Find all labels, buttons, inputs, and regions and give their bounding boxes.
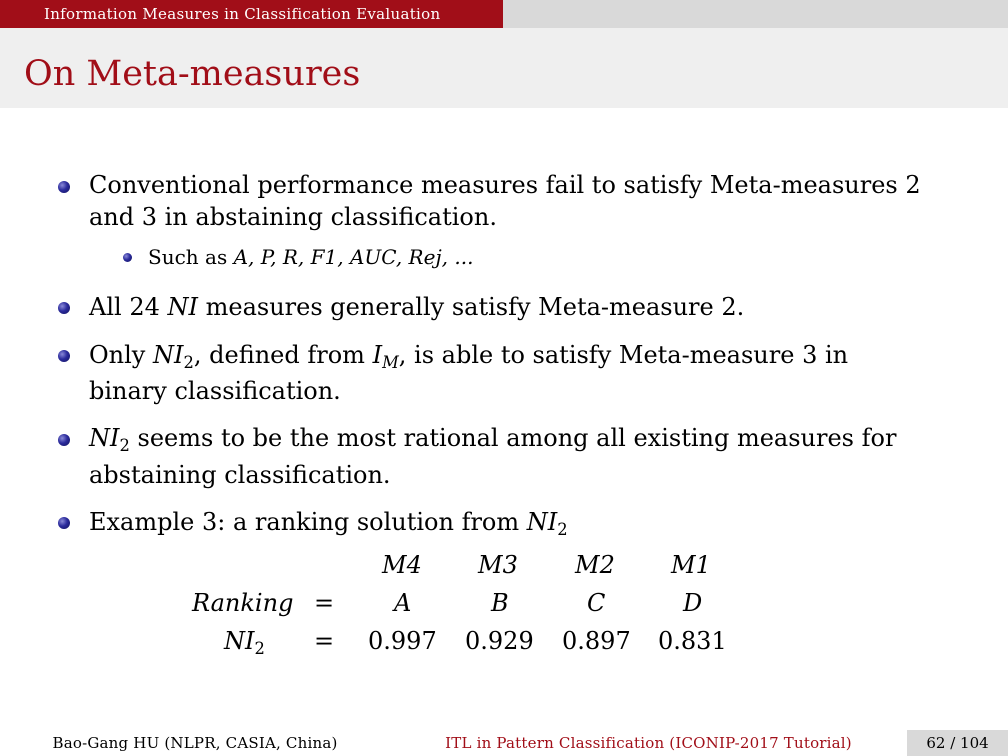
bullet-3-math: NI [153,341,184,369]
bullet-icon [58,517,70,529]
bullet-2 [89,292,744,322]
footer-page-number: 62 / 104 [907,730,1008,756]
bullet-icon [58,302,70,314]
bullet-2-math: NI [167,293,198,321]
bullet-3-sub: 2 [183,353,194,373]
bullet-2-post: measures generally satisfy Meta-measure 2. [205,293,745,321]
table-cell: C [587,589,606,617]
table-header: M3 [478,551,518,579]
bullet-3-line-2: binary classification. [89,377,341,405]
bullet-icon [58,181,70,193]
bullet-1-line-1: Conventional performance measures fail to satisfy Meta-measures 2 [89,171,921,199]
table-header: M2 [575,551,615,579]
bullet-4-line-2: abstaining classification. [89,461,391,489]
footer-author: Bao-Gang HU (NLPR, CASIA, China) [0,730,390,756]
table-cell: 0.997 [368,627,437,655]
table-header: M4 [382,551,422,579]
row-label-math: NI [224,627,255,655]
sub-item-prefix: Such as [148,245,228,269]
row-label-sub: 2 [254,639,265,659]
table-cell: A [394,589,412,617]
bullet-icon [58,350,70,362]
bullet-icon [58,434,70,446]
bullet-3-math-2: I [372,341,383,369]
bullet-4-sub: 2 [119,436,130,456]
bullet-4-math: NI [89,424,120,452]
table-header: M1 [671,551,711,579]
bullet-2-pre: All 24 [89,293,160,321]
sub-bullet-icon [123,253,132,262]
bullet-5-math: NI [526,508,558,536]
section-title: Information Measures in Classification Evaluation [0,0,503,28]
table-cell: 0.897 [562,627,631,655]
bullet-4-line-1 [89,423,897,456]
table-cell: D [683,589,703,617]
table-cell: 0.929 [465,627,534,655]
table-row-label: Ranking [192,589,294,617]
bullet-1-sub-item [148,244,473,270]
table-row-label [224,626,265,659]
bullet-5-sub: 2 [557,520,568,540]
bullet-5-pre: Example 3: a ranking solution from [89,508,520,536]
bullet-4-post: seems to be the most rational among all existing measures for [137,424,897,452]
table-equals: = [314,589,335,617]
frame-title: On Meta-measures [24,54,361,94]
table-equals: = [314,627,335,655]
table-cell: 0.831 [658,627,727,655]
bullet-3-sub-2: M [382,353,399,373]
bullet-3-post: , is able to satisfy Meta-measure 3 in [398,341,849,369]
bullet-5 [89,507,568,540]
footer [0,730,1008,756]
bullet-3-pre: Only [89,341,146,369]
bullet-3-mid: , defined from [193,341,365,369]
table-cell: B [491,589,509,617]
footer-talk-title: ITL in Pattern Classification (ICONIP-2017 Tutorial) [390,730,907,756]
sub-item-measures: A, P, R, F1, AUC, Rej, ... [233,245,474,269]
bullet-1-line-2: and 3 in abstaining classification. [89,203,497,231]
bullet-3-line-1 [89,340,849,373]
